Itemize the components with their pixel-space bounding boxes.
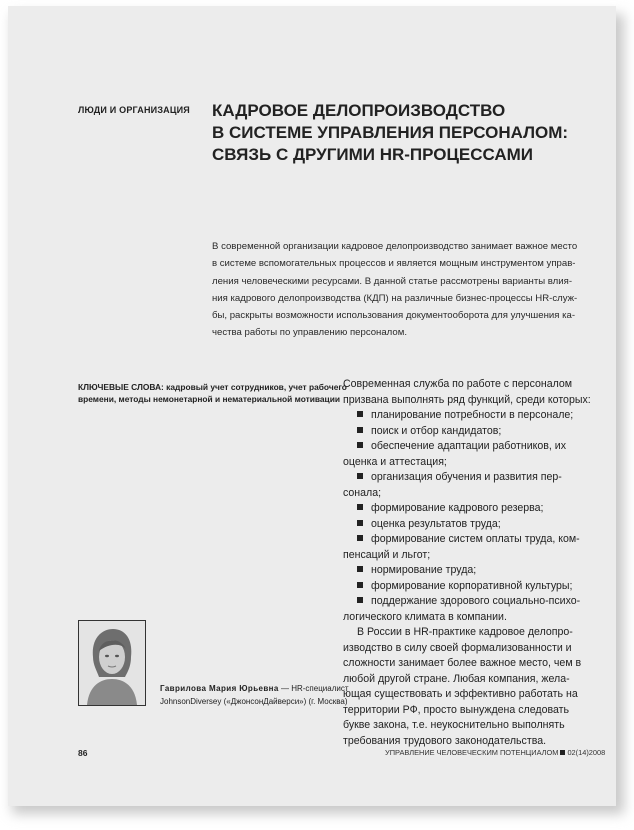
lead-line: в системе вспомогательных процессов и является мощным инструментом управ-	[212, 258, 576, 270]
bullet-text: формирование кадрового резерва;	[371, 502, 544, 514]
body-line: требования трудового законодательства.	[343, 734, 547, 747]
square-bullet-icon	[357, 504, 363, 510]
bullet-text: обеспечение адаптации работников, их	[371, 440, 566, 452]
running-footer	[385, 748, 605, 757]
lead-line: чества работы по управлению персоналом.	[212, 327, 407, 339]
bullet-item	[343, 579, 588, 595]
bullet-item	[343, 532, 588, 548]
square-bullet-icon	[357, 427, 363, 433]
page-number: 86	[78, 748, 88, 758]
keywords-line: времени, методы немонетарной и нематериальной мотивации	[78, 394, 341, 404]
author-role: — HR-специалист	[278, 684, 349, 693]
square-bullet-icon	[357, 520, 363, 526]
bullet-text: поддержание здорового социально-психо-	[371, 595, 581, 607]
keywords-block	[78, 381, 347, 405]
square-bullet-icon	[357, 411, 363, 417]
author-name: Гаврилова Мария Юрьевна	[160, 684, 279, 693]
body-line: В России в HR-практике кадровое делопро-	[357, 626, 573, 638]
body-line: сложности занимает более важное место, чем в	[343, 657, 582, 669]
bullet-text: организация обучения и развития пер-	[371, 471, 562, 483]
bullet-text: планирование потребности в персонале;	[371, 409, 574, 421]
body-line: изводство в силу своей формализованности и	[343, 641, 572, 654]
bullet-item	[343, 424, 588, 440]
author-portrait-image	[79, 621, 145, 705]
square-bullet-icon	[357, 597, 363, 603]
author-caption	[160, 682, 349, 708]
body-line: пенсаций и льгот;	[343, 548, 431, 561]
lead-line: В современной организации кадровое делопроизводство занимает важное место	[212, 241, 578, 252]
bullet-item	[343, 439, 588, 455]
square-bullet-icon	[357, 535, 363, 541]
title-line: В СИСТЕМЕ УПРАВЛЕНИЯ ПЕРСОНАЛОМ:	[212, 123, 569, 142]
lead-line: ния кадрового делопроизводства (КДП) на различные бизнес-процессы HR-служ-	[212, 292, 578, 304]
journal-name: УПРАВЛЕНИЕ ЧЕЛОВЕЧЕСКИМ ПОТЕНЦИАЛОМ	[385, 748, 559, 757]
square-bullet-icon	[357, 566, 363, 572]
bullet-text: нормирование труда;	[371, 564, 477, 576]
bullet-item	[343, 594, 588, 610]
author-company: JohnsonDiversey («ДжонсонДайверси») (г. Москва)	[160, 697, 348, 706]
keywords-line: КЛЮЧЕВЫЕ СЛОВА: кадровый учет сотрудников, учет рабочего	[78, 382, 347, 392]
bullet-item	[343, 563, 588, 579]
body-line: территории РФ, просто вынуждена следовать	[343, 703, 569, 716]
body-line: сонала;	[343, 486, 382, 499]
bullet-item	[343, 408, 588, 424]
bullet-item	[343, 470, 588, 486]
body-line: любой другой стране. Любая компания, жела-	[343, 672, 570, 685]
body-text-column	[343, 377, 591, 749]
body-line: оценка и аттестация;	[343, 455, 447, 468]
author-photo	[78, 620, 146, 706]
bullet-item	[343, 501, 588, 517]
lead-line: бы, раскрыты возможности использования документооборота для улучшения ка-	[212, 310, 576, 322]
body-line: призвана выполнять ряд функций, среди которых:	[343, 393, 591, 406]
body-line: букве закона, т.е. неукоснительно выполнять	[343, 719, 565, 731]
section-label: ЛЮДИ И ОРГАНИЗАЦИЯ	[78, 105, 190, 115]
bullet-text: поиск и отбор кандидатов;	[371, 424, 502, 437]
bullet-text: формирование систем оплаты труда, ком-	[371, 533, 580, 545]
body-line: ющая существовать и эффективно работать на	[343, 688, 578, 700]
bullet-text: оценка результатов труда;	[371, 517, 501, 530]
square-bullet-icon	[357, 582, 363, 588]
lead-paragraph	[212, 238, 584, 342]
square-bullet-icon	[560, 750, 565, 755]
bullet-text: формирование корпоративной культуры;	[371, 579, 573, 592]
body-line: Современная служба по работе с персоналом	[343, 378, 573, 390]
lead-line: ления человеческими ресурсами. В данной статье рассмотрены варианты влия-	[212, 275, 573, 287]
bullet-item	[343, 517, 588, 533]
issue-number: 02(14)2008	[567, 748, 606, 757]
body-line: логического климата в компании.	[343, 610, 507, 623]
title-line: СВЯЗЬ С ДРУГИМИ HR-ПРОЦЕССАМИ	[212, 145, 534, 164]
square-bullet-icon	[357, 473, 363, 479]
article-title	[212, 100, 568, 166]
title-line: КАДРОВОЕ ДЕЛОПРОИЗВОДСТВО	[212, 101, 506, 120]
square-bullet-icon	[357, 442, 363, 448]
